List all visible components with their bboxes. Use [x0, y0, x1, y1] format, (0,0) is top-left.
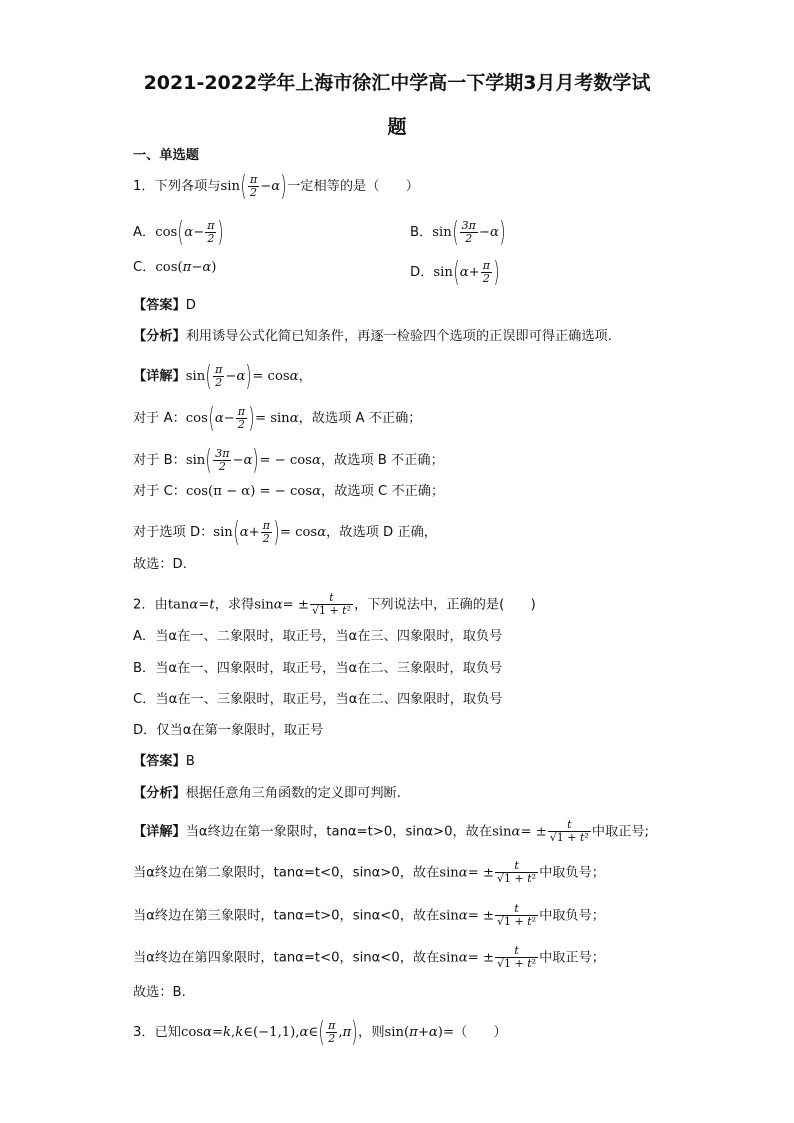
- section-heading: 一、单选题: [133, 148, 199, 163]
- q2-detail-4: 当α终边在第四象限时，tanα=t<0，sinα<0，故在sinα= ± $\frac{t}{\text{√1 + t²}}$ 中取正号；: [133, 944, 605, 970]
- q2-detail-1: 【详解】当α终边在第一象限时，tanα=t>0，sinα>0，故在sinα= ± $\frac{t}{\text{√1 + t²}}$ 中取正号;: [133, 818, 650, 844]
- q1-option-b: B．sin( $\frac{3\pi}{2}$ −α): [410, 215, 506, 248]
- q2-choice: 故选：B.: [133, 985, 186, 1000]
- title-line-1: 2021-2022学年上海市徐汇中学高一下学期3月月考数学试: [143, 72, 651, 94]
- q2-option-c: C．当α在一、三象限时，取正号，当α在二、四象限时，取负号: [133, 692, 503, 707]
- q2-answer: 【答案】B: [133, 754, 195, 769]
- q2-option-d: D．仅当α在第一象限时，取正号: [133, 723, 324, 738]
- q2-option-a: A．当α在一、二象限时，取正号，当α在三、四象限时，取负号: [133, 629, 503, 644]
- q1-option-a: A．cos(α− $\frac{\pi}{2}$ ): [133, 215, 224, 248]
- q2-option-b: B．当α在一、四象限时，取正号，当α在二、三象限时，取负号: [133, 661, 503, 676]
- q1-stem: 1．下列各项与sin( $\frac{\pi}{2}$ −α)一定相等的是（ ）: [133, 169, 419, 202]
- q3-stem: 3．已知cosα=k,k∈(−1,1),α∈( $\frac{\pi}{2}$ ,π)，则sin(π+α)=（ ）: [133, 1015, 507, 1048]
- title-line-2: 题: [387, 116, 407, 138]
- q1-answer: 【答案】D: [133, 298, 196, 313]
- q2-detail-3: 当α终边在第三象限时，tanα=t>0，sinα<0，故在sinα= ± $\frac{t}{\text{√1 + t²}}$ 中取负号；: [133, 902, 605, 928]
- q1-option-c: C．cos(π−α): [133, 260, 217, 275]
- q1-check-a: 对于 A：cos(α− $\frac{\pi}{2}$ )= sinα，故选项 A 不正确；: [133, 401, 422, 434]
- q1-option-d: D．sin(α+ $\frac{\pi}{2}$ ): [410, 255, 500, 288]
- q2-analysis: 【分析】根据任意角三角函数的定义即可判断.: [133, 786, 401, 801]
- q2-detail-2: 当α终边在第二象限时，tanα=t<0，sinα>0，故在sinα= ± $\frac{t}{\text{√1 + t²}}$ 中取负号；: [133, 859, 605, 885]
- q1-check-d: 对于选项 D：sin(α+ $\frac{\pi}{2}$ )= cosα，故选项 D 正确，: [133, 515, 437, 548]
- q1-check-c: 对于 C：cos(π − α) = − cosα，故选项 C 不正确；: [133, 484, 445, 499]
- q1-analysis: 【分析】利用诱导公式化简已知条件，再逐一检验四个选项的正误即可得正确选项.: [133, 329, 612, 344]
- q1-detail: 【详解】sin( $\frac{\pi}{2}$ −α)= cosα，: [133, 359, 312, 392]
- q2-stem: 2．由tanα=t，求得sinα= ± $\frac{t}{\text{√1 + t²}}$ ，下列说法中，正确的是( ): [133, 591, 536, 617]
- q1-check-b: 对于 B：sin( $\frac{3\pi}{2}$ −α)= − cosα，故选项 B 不正确；: [133, 443, 444, 476]
- q1-choice: 故选：D.: [133, 557, 187, 572]
